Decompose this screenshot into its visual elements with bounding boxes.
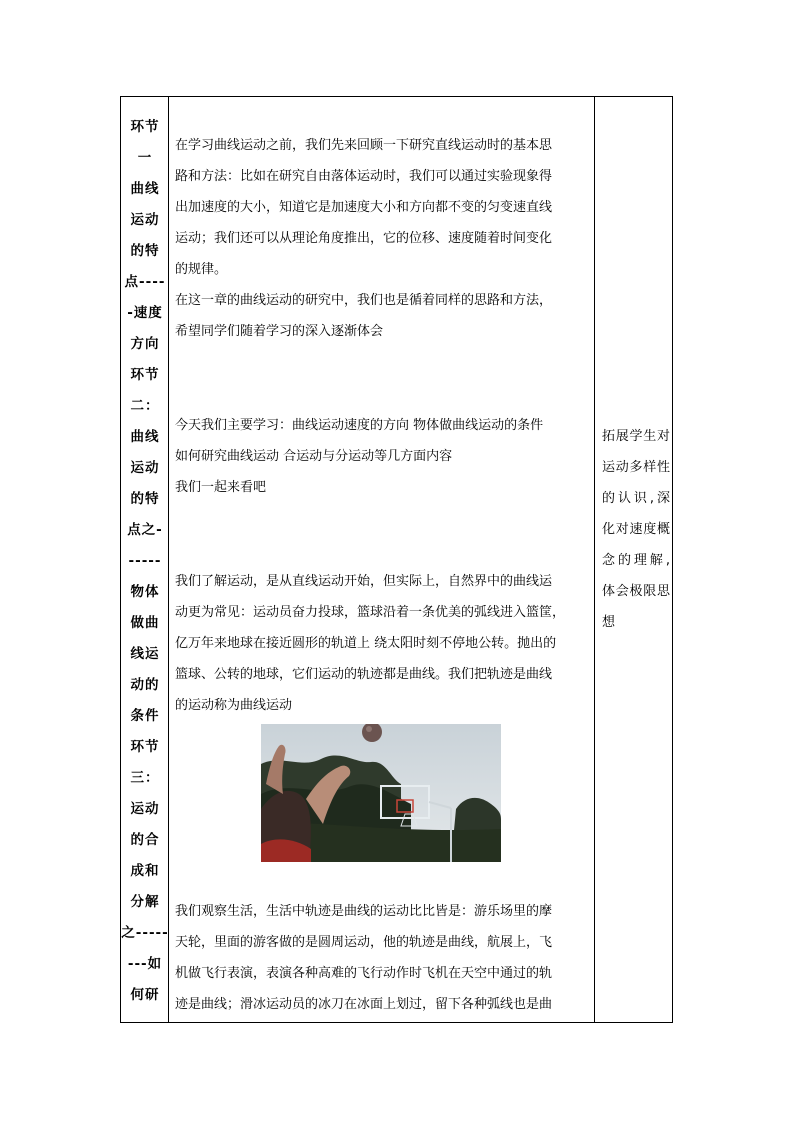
text-line: 如何研究曲线运动 合运动与分运动等几方面内容 [175,449,453,464]
section-title-line: 环节 [130,119,160,135]
section-title-line: 一 [137,150,153,166]
section-title-line: 条件 [130,708,160,724]
basketball-photo-drawing [261,724,501,862]
text-line: 我们了解运动，是从直线运动开始，但实际上，自然界中的曲线运 [175,574,553,589]
basketball-photo [261,724,501,862]
section-title-line: 二： [130,398,160,414]
section-title-line: 分解 [130,894,160,910]
today-paragraph [175,410,590,472]
section-title-line: 动的 [130,677,160,693]
section-title-line: 的特 [130,491,160,507]
life-paragraph [175,896,590,1020]
text-line: 我们观察生活，生活中轨迹是曲线的运动比比皆是：游乐场里的摩 [175,904,553,919]
section-title-line: 做曲 [130,615,160,631]
section-title-line: 三： [130,770,160,786]
section-title-line: 环节 [130,367,160,383]
text-line: 动更为常见：运动员奋力投球，篮球沿着一条优美的弧线进入篮筐， [175,605,566,620]
text-line: 今天我们主要学习：曲线运动速度的方向 物体做曲线运动的条件 [175,418,544,433]
section-title-line: 线运 [130,646,160,662]
text-line: 运动；我们还可以从理论角度推出，它的位移、速度随着时间变化 [175,231,553,246]
lesson-plan-table [120,96,673,1023]
section-title-line: 环节 [130,739,160,755]
text-line: 的运动称为曲线运动 [175,698,293,713]
text-line: 篮球、公转的地球，它们运动的轨迹都是曲线。我们把轨迹是曲线 [175,667,553,682]
section-titles [121,112,169,1011]
section-title-line: 运动 [130,212,160,228]
approach-paragraph [175,285,590,347]
section-title-line: 运动 [130,801,160,817]
text-line: 在这一章的曲线运动的研究中，我们也是循着同样的思路和方法， [175,293,553,308]
section-title-line: 之----- [121,925,169,941]
intro-paragraph [175,130,590,285]
teaching-goal-text: 拓展学生对运动多样性的认识,深化对速度概念的理解,体会极限思想 [602,429,670,630]
content-column [169,97,595,1022]
text-line: 路和方法：比如在研究自由落体运动时，我们可以通过实验现象得 [175,169,553,184]
text-line: 迹是曲线；滑冰运动员的冰刀在冰面上划过，留下各种弧线也是曲 [175,997,553,1012]
together-line: 我们一起来看吧 [175,480,267,495]
section-title-line: 曲线 [130,429,160,445]
text-line: 出加速度的大小，知道它是加速度大小和方向都不变的匀变速直线 [175,200,553,215]
together-paragraph [175,472,590,503]
observe-paragraph [175,566,590,721]
section-title-line: 点---- [124,274,166,290]
section-title-line: 物体 [130,584,160,600]
section-title-line: 成和 [130,863,160,879]
text-line: 机做飞行表演，表演各种高难的飞行动作时飞机在天空中通过的轨 [175,966,553,981]
text-line: 希望同学们随着学习的深入逐渐体会 [175,324,384,339]
section-column [121,97,169,1022]
text-line: 天轮，里面的游客做的是圆周运动，他的轨迹是曲线，航展上，飞 [175,935,553,950]
notes-column [595,97,672,1022]
section-title-line: 点之- [127,522,163,538]
section-title-line: 曲线 [130,181,160,197]
section-title-line: 的特 [130,243,160,259]
section-title-line: 运动 [130,460,160,476]
section-title-line: 何研 [130,987,160,1003]
text-line: 亿万年来地球在接近圆形的轨道上 绕太阳时刻不停地公转。抛出的 [175,636,557,651]
section-title-line: 方向 [130,336,160,352]
section-title-line: ---如 [127,956,163,972]
section-title-line: -速度 [127,305,163,321]
section-title-line: ----- [128,553,162,569]
text-line: 在学习曲线运动之前，我们先来回顾一下研究直线运动时的基本思 [175,138,553,153]
text-line: 的规律。 [175,262,228,277]
section-title-line: 的合 [130,832,160,848]
